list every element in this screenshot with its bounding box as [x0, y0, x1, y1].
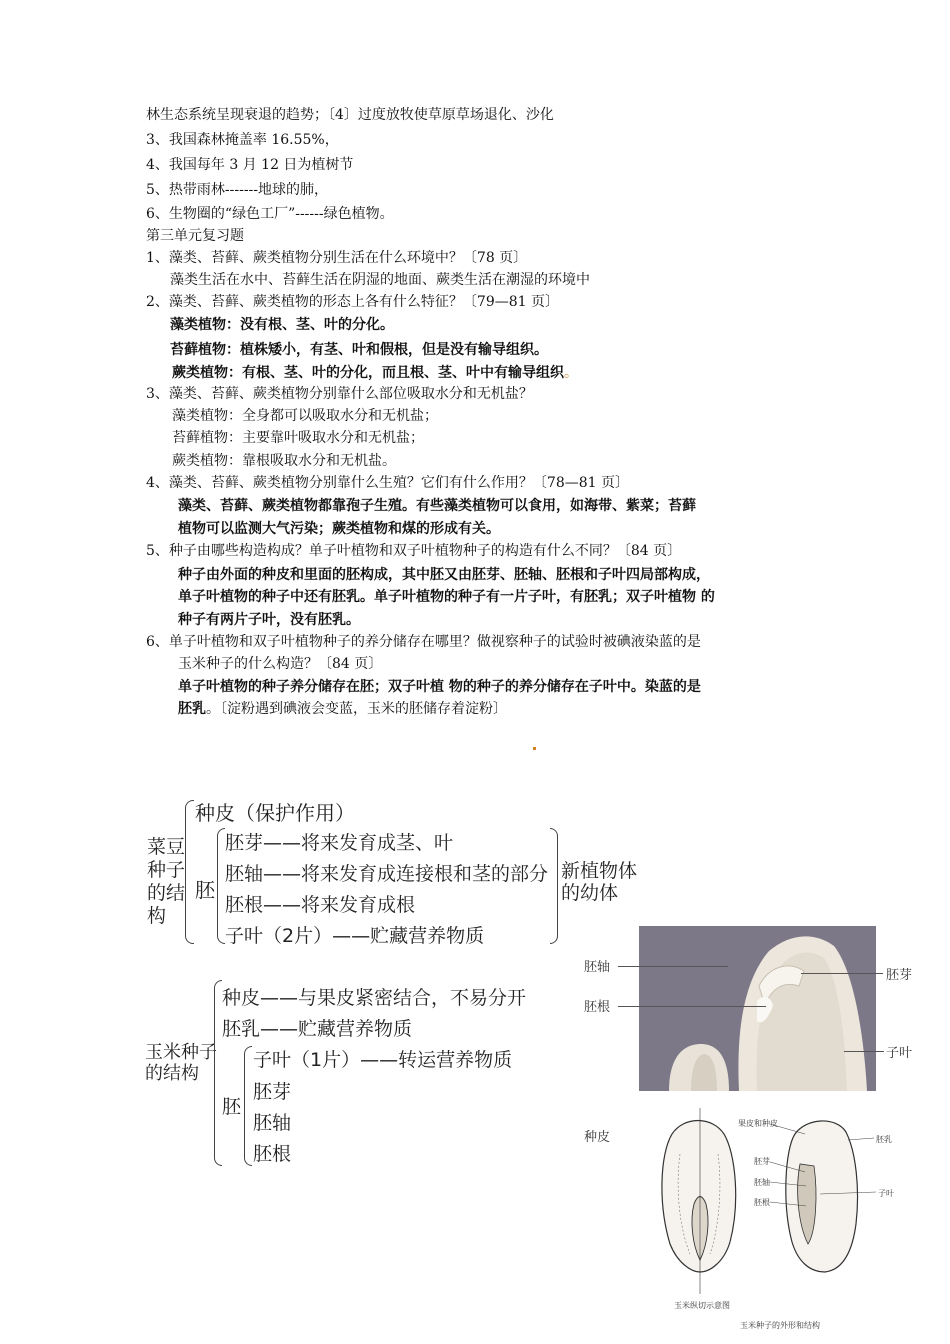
bean-title	[147, 836, 185, 928]
corn-title-2: 的结构	[145, 1063, 199, 1084]
corn-endosperm: 胚乳——贮藏营养物质	[222, 1018, 413, 1040]
q2-answer-3-row	[172, 363, 578, 383]
intro-line-1: 林生态系统呈现衰退的趋势；〔4〕过度放牧使草原草场退化、沙化	[146, 107, 554, 123]
q1-answer: 藻类生活在水中、苔藓生活在阴湿的地面、蕨类生活在潮湿的环境中	[170, 272, 590, 288]
bean-title-2: 种子	[147, 859, 186, 881]
bean-result	[561, 860, 637, 904]
q4-answer-2: 植物可以监测大气污染；蕨类植物和煤的形成有关。	[178, 521, 500, 537]
bean-part-cotyledon: 子叶（2片）——贮藏营养物质	[225, 925, 485, 947]
sketch-label-hypocotyl: 胚轴	[754, 1178, 770, 1187]
q3-answer-3: 蕨类植物：靠根吸取水分和无机盐。	[172, 453, 396, 469]
corn-part-cotyledon: 子叶（1片）——转运营养物质	[253, 1049, 513, 1071]
bean-title-3: 的结	[147, 882, 186, 904]
sketch-caption-bottom: 玉米种子的外形和结构	[740, 1321, 820, 1330]
photo-label-hypocotyl: 胚轴	[584, 960, 611, 975]
bean-part-plumule: 胚芽——将来发育成茎、叶	[225, 832, 454, 854]
corn-title-1: 玉米种子	[145, 1042, 217, 1063]
bean-part-radicle: 胚根——将来发育成根	[225, 894, 416, 916]
q6-question-2: 玉米种子的什么构造？〔84 页〕	[178, 656, 383, 672]
corn-sketch-card	[620, 1094, 914, 1336]
sketch-label-radicle: 胚根	[754, 1198, 770, 1207]
q1-question: 1、藻类、苔藓、蕨类植物分别生活在什么环境中？〔78 页〕	[146, 250, 528, 266]
photo-leader-cotyledon	[844, 1051, 884, 1052]
q2-question: 2、藻类、苔藓、蕨类植物的形态上各有什么特征？〔79—81 页〕	[146, 294, 559, 310]
bean-title-4: 构	[147, 905, 167, 927]
intro-line-4: 5、热带雨林-------地球的肺，	[146, 182, 329, 198]
q3-question: 3、藻类、苔藓、蕨类植物分别靠什么部位吸取水分和无机盐？	[146, 386, 533, 402]
photo-label-plumule: 胚芽	[886, 968, 913, 983]
q3-answer-1: 藻类植物：全身都可以吸取水分和无机盐；	[172, 408, 438, 424]
corn-part-hypocotyl: 胚轴	[253, 1112, 292, 1134]
q2-answer-2: 苔藓植物：植株矮小，有茎、叶和假根，但是没有输导组织。	[170, 342, 548, 358]
bean-main-brace	[185, 800, 194, 944]
corn-part-radicle: 胚根	[253, 1143, 292, 1165]
corn-sketch-drawing	[620, 1094, 914, 1336]
sketch-label-pericarp: 果皮和种皮	[738, 1119, 778, 1128]
corn-seed-coat: 种皮——与果皮紧密结合，不易分开	[222, 987, 527, 1009]
seed-photo	[639, 926, 876, 1091]
photo-leader-plumule	[801, 973, 883, 974]
bean-part-hypocotyl: 胚轴——将来发育成连接根和茎的部分	[225, 863, 549, 885]
intro-line-5: 6、生物圈的“绿色工厂”------绿色植物。	[146, 206, 394, 222]
q5-answer-2: 单子叶植物的种子中还有胚乳。单子叶植物的种子有一片子叶，有胚乳；双子叶植物 的	[178, 589, 715, 605]
q5-answer-1: 种子由外面的种皮和里面的胚构成，其中胚又由胚芽、胚轴、胚根和子叶四局部构成，	[178, 567, 710, 583]
q6-answer-2-rest: 。〔淀粉遇到碘液会变蓝，玉米的胚储存着淀粉〕	[206, 701, 507, 717]
photo-leader-hypocotyl	[618, 966, 728, 967]
corn-embryo-brace	[244, 1046, 252, 1166]
corn-embryo-label: 胚	[222, 1096, 242, 1118]
photo-leader-radicle	[618, 1006, 766, 1007]
photo-label-radicle: 胚根	[584, 1000, 611, 1015]
intro-line-3: 4、我国每年 3 月 12 日为植树节	[146, 157, 354, 173]
sketch-label-cotyledon: 子叶	[878, 1189, 894, 1198]
stray-dot	[533, 747, 536, 750]
sketch-label-endosperm: 胚乳	[876, 1135, 892, 1144]
sketch-label-plumule: 胚芽	[754, 1157, 770, 1166]
photo-label-cotyledon: 子叶	[886, 1046, 913, 1061]
q2-answer-3: 蕨类植物：有根、茎、叶的分化，而且根、茎、叶中有输导组织	[172, 365, 564, 381]
intro-line-2: 3、我国森林掩盖率 16.55%，	[146, 132, 339, 148]
bean-seed-coat: 种皮（保护作用）	[195, 801, 355, 825]
seed-photo-drawing	[639, 926, 876, 1091]
q4-question: 4、藻类、苔藓、蕨类植物分别靠什么生殖？它们有什么作用？〔78—81 页〕	[146, 475, 629, 491]
q3-answer-2: 苔藓植物：主要靠叶吸取水分和无机盐；	[172, 430, 424, 446]
q2-answer-1: 藻类植物：没有根、茎、叶的分化。	[170, 317, 394, 333]
q4-answer-1: 藻类、苔藓、蕨类植物都靠孢子生殖。有些藻类植物可以食用，如海带、紫菜；苔藓	[178, 498, 696, 514]
bean-title-1: 菜豆	[147, 836, 186, 858]
q6-answer-2	[178, 699, 507, 719]
bean-result-1: 新植物体	[561, 860, 638, 882]
q5-answer-3: 种子有两片子叶，没有胚乳。	[178, 612, 360, 628]
q6-answer-1: 单子叶植物的种子养分储存在胚；双子叶植 物的种子的养分储存在子叶中。染蓝的是	[178, 679, 701, 695]
section-title: 第三单元复习题	[146, 228, 244, 244]
corn-part-plumule: 胚芽	[253, 1081, 292, 1103]
photo-label-seed-coat: 种皮	[584, 1130, 611, 1145]
corn-title	[145, 1042, 217, 1084]
q6-answer-2-bold: 胚乳	[178, 701, 206, 717]
sketch-caption-left: 玉米纵切示意图	[674, 1301, 730, 1310]
bean-embryo-label: 胚	[195, 878, 215, 902]
bean-embryo-brace	[217, 828, 225, 944]
corn-main-brace	[214, 980, 222, 1166]
q2-trailing-mark: 。	[564, 365, 578, 381]
q5-question: 5、种子由哪些构造构成？单子叶植物和双子叶植物种子的构造有什么不同？〔84 页〕	[146, 543, 682, 559]
seed-photo-figure	[576, 926, 920, 1336]
bean-result-brace	[550, 828, 558, 944]
bean-result-2: 的幼体	[561, 882, 619, 904]
q6-question-1: 6、单子叶植物和双子叶植物种子的养分储存在哪里？做视察种子的试验时被碘液染蓝的是	[146, 634, 701, 650]
